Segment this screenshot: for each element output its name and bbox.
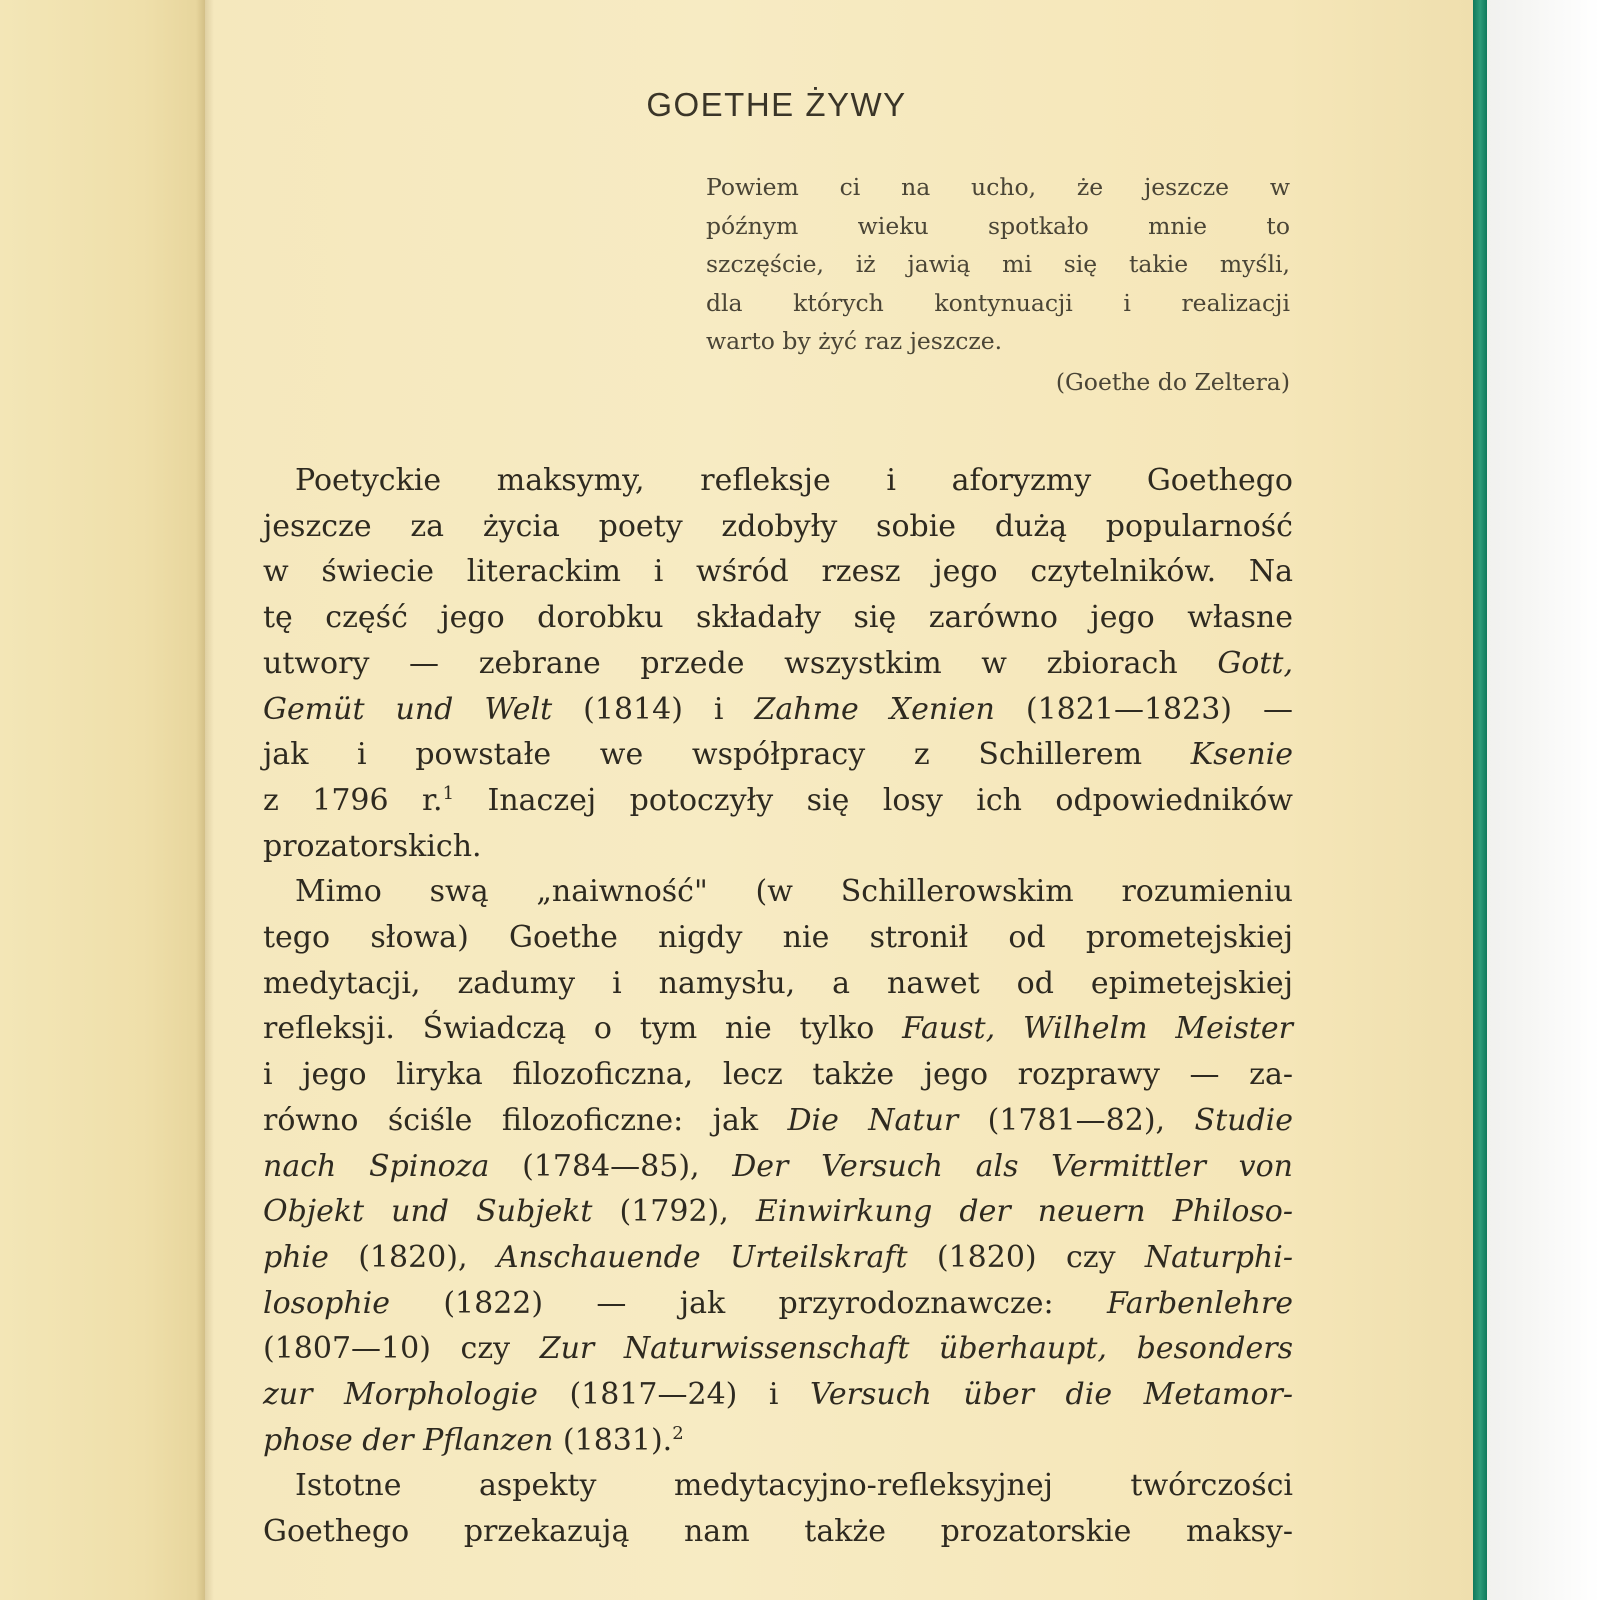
book-cover-edge <box>1473 0 1487 1600</box>
italic-title: Naturphi- <box>1144 1239 1293 1275</box>
text-line: prozatorskich. <box>263 828 482 864</box>
italic-title: zur Morphologie <box>263 1377 538 1413</box>
italic-title: Zur Naturwissenschaft überhaupt, besonders <box>539 1331 1293 1367</box>
italic-title: Die Natur <box>787 1102 959 1138</box>
motto-line: dla których kontynuacji i realizacji <box>706 288 1290 317</box>
italic-title: Versuch über die Metamor- <box>810 1377 1294 1413</box>
text-line: phie (1820), Anschauende Urteilskraft (1820) czy Naturphi- <box>263 1239 1293 1275</box>
text-line: Mimo swą „naiwność" (w Schillerowskim rozumieniu <box>295 874 1293 910</box>
footnote-marker: 2 <box>672 1422 684 1444</box>
italic-title: nach Spinoza <box>263 1148 490 1184</box>
motto-source: (Goethe do Zeltera) <box>1055 368 1290 396</box>
italic-title: Der Versuch als Vermittler von <box>732 1148 1293 1184</box>
text-line: phose der Pflanzen (1831).$^2$ <box>263 1422 684 1458</box>
italic-title: losophie <box>263 1285 390 1321</box>
italic-title: Gott, <box>1217 645 1293 681</box>
footnote-marker: 1 <box>442 782 455 804</box>
text-line: refleksji. Świadczą o tym nie tylko Faust, Wilhelm Meister <box>263 1011 1293 1047</box>
text-line: Gemüt und Welt (1814) i Zahme Xenien (1821—1823) — <box>263 691 1293 727</box>
italic-title: Farbenlehre <box>1106 1285 1293 1321</box>
motto-line: Powiem ci na ucho, że jeszcze w <box>706 173 1290 201</box>
left-page-edge <box>0 0 205 1600</box>
italic-title: Gemüt und Welt <box>263 691 553 727</box>
book-gutter <box>196 0 214 1600</box>
text-line: tego słowa) Goethe nigdy nie stronił od prometejskiej <box>263 920 1293 956</box>
italic-title: Studie <box>1194 1102 1294 1138</box>
text-line: medytacji, zadumy i namysłu, a nawet od epimetejskiej <box>263 965 1293 1001</box>
text-line: nach Spinoza (1784—85), Der Versuch als Vermittler von <box>263 1148 1293 1184</box>
text-line: losophie (1822) — jak przyrodoznawcze: Farbenlehre <box>263 1285 1293 1321</box>
motto-line: szczęście, iż jawią mi się takie myśli, <box>706 250 1290 278</box>
text-line: Poetyckie maksymy, refleksje i aforyzmy Goethego <box>295 463 1293 498</box>
motto <box>706 168 1290 361</box>
text-line: i jego liryka filozoficzna, lecz także jego rozprawy — za- <box>263 1057 1293 1093</box>
body-text <box>263 458 1293 1555</box>
text-line: (1807—10) czy Zur Naturwissenschaft überhaupt, besonders <box>263 1331 1293 1367</box>
italic-title: Faust, Wilhelm Meister <box>902 1011 1293 1047</box>
text-line: Istotne aspekty medytacyjno-refleksyjnej twórczości <box>295 1468 1293 1504</box>
italic-title: Ksenie <box>1190 737 1293 773</box>
text-line: tę część jego dorobku składały się zarówno jego własne <box>263 600 1293 636</box>
motto-line: późnym wieku spotkało mnie to <box>706 211 1290 240</box>
italic-title: phose der Pflanzen <box>263 1422 554 1458</box>
motto-line: warto by żyć raz jeszcze. <box>706 327 1003 355</box>
chapter-title: GOETHE ŻYWY <box>646 86 907 123</box>
text-line: utwory — zebrane przede wszystkim w zbiorach Gott, <box>263 645 1293 681</box>
text-line: Objekt und Subjekt (1792), Einwirkung der neuern Philoso- <box>263 1194 1293 1230</box>
text-line: jak i powstałe we współpracy z Schillerem Ksenie <box>263 737 1293 773</box>
background-right <box>1487 0 1600 1600</box>
italic-title: phie <box>263 1239 329 1275</box>
text-line: w świecie literackim i wśród rzesz jego czytelników. Na <box>263 554 1293 590</box>
text-line: równo ściśle filozoficzne: jak Die Natur (1781—82), Studie <box>263 1102 1294 1138</box>
italic-title: Objekt und Subjekt <box>263 1194 593 1230</box>
text-line: jeszcze za życia poety zdobyły sobie dużą popularność <box>263 508 1293 544</box>
italic-title: Zahme Xenien <box>754 691 995 727</box>
text-line: z 1796 r.$^1$ Inaczej potoczyły się losy ich odpowiedników <box>263 782 1293 818</box>
text-line: Goethego przekazują nam także prozatorskie maksy- <box>263 1514 1293 1550</box>
italic-title: Anschauende Urteilskraft <box>496 1239 908 1275</box>
text-line: zur Morphologie (1817—24) i Versuch über die Metamor- <box>263 1377 1294 1413</box>
italic-title: Einwirkung der neuern Philoso- <box>755 1194 1293 1230</box>
